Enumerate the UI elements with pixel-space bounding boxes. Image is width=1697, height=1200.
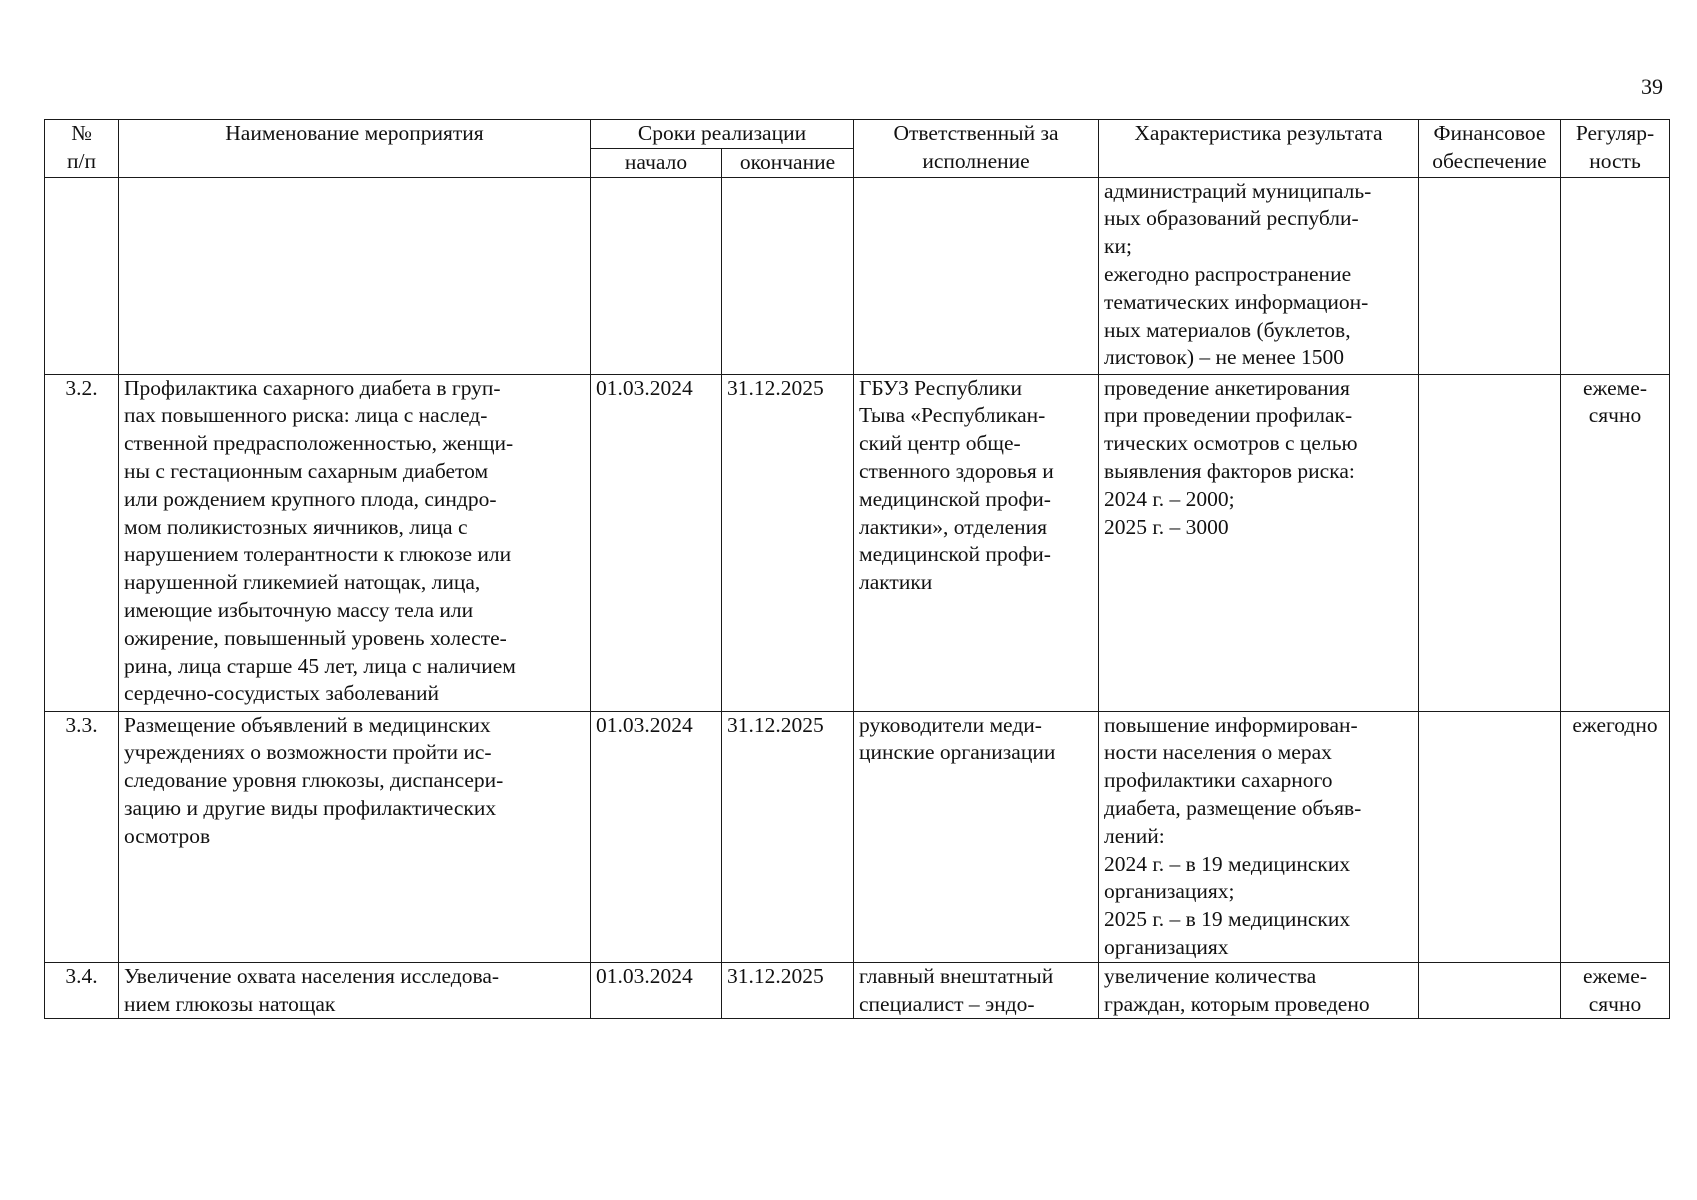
table-row bbox=[45, 711, 1670, 962]
header-period: Сроки реализации bbox=[591, 120, 854, 149]
header-finance: Финансовое обеспечение bbox=[1419, 120, 1561, 178]
table-row bbox=[45, 177, 1670, 374]
header-name: Наименование мероприятия bbox=[119, 120, 591, 178]
page-number: 39 bbox=[1641, 74, 1663, 99]
cell-name: Размещение объявлений в медицинских учреждениях о возможности пройти ис- следование уровня глюкозы, диспансери- зацию и другие виды профилактических осмотров bbox=[119, 711, 591, 962]
cell-name: Увеличение охвата населения исследова- нием глюкозы натощак bbox=[119, 962, 591, 1019]
cell-start: 01.03.2024 bbox=[591, 374, 722, 711]
cell-result: проведение анкетирования при проведении профилак- тических осмотров с целью выявления факторов риска: 2024 г. – 2000; 2025 г. – 3000 bbox=[1099, 374, 1419, 711]
cell-name: Профилактика сахарного диабета в груп- пах повышенного риска: лица с наслед- ственной предрасположенностью, женщи- ны с гестационным сахарным диабетом или рождением крупного плода, синдро- мом поликистозных яичников, лица с нарушением толерантности к глюкозе или нарушенной гликемией натощак, лица, имеющие избыточную массу тела или ожирение, повышенный уровень холесте- рина, лица старше 45 лет, лица с наличием сердечно-сосудистых заболеваний bbox=[119, 374, 591, 711]
cell-name bbox=[119, 177, 591, 374]
cell-result: повышение информирован- ности населения о мерах профилактики сахарного диабета, размещение объяв- лений: 2024 г. – в 19 медицинских организациях; 2025 г. – в 19 медицинских организациях bbox=[1099, 711, 1419, 962]
action-plan-table bbox=[44, 119, 1670, 1019]
cell-num bbox=[45, 177, 119, 374]
cell-end: 31.12.2025 bbox=[722, 374, 854, 711]
cell-start: 01.03.2024 bbox=[591, 962, 722, 1019]
header-responsible: Ответственный за исполнение bbox=[854, 120, 1099, 178]
header-end: окончание bbox=[722, 148, 854, 177]
cell-responsible: ГБУЗ Республики Тыва «Республикан- ский центр обще- ственного здоровья и медицинской профи- лактики», отделения медицинской профи- лактики bbox=[854, 374, 1099, 711]
header-start: начало bbox=[591, 148, 722, 177]
cell-start bbox=[591, 177, 722, 374]
table-row bbox=[45, 962, 1670, 1019]
table-row bbox=[45, 374, 1670, 711]
cell-responsible: руководители меди- цинские организации bbox=[854, 711, 1099, 962]
cell-num: 3.4. bbox=[45, 962, 119, 1019]
cell-responsible: главный внештатный специалист – эндо- bbox=[854, 962, 1099, 1019]
cell-end: 31.12.2025 bbox=[722, 962, 854, 1019]
cell-end: 31.12.2025 bbox=[722, 711, 854, 962]
header-regularity: Регуляр- ность bbox=[1561, 120, 1670, 178]
cell-result: увеличение количества граждан, которым проведено bbox=[1099, 962, 1419, 1019]
cell-responsible bbox=[854, 177, 1099, 374]
cell-finance bbox=[1419, 711, 1561, 962]
cell-regularity bbox=[1561, 177, 1670, 374]
cell-result: администраций муниципаль- ных образований республи- ки; ежегодно распространение тематических информацион- ных материалов (буклетов, листовок) – не менее 1500 bbox=[1099, 177, 1419, 374]
cell-num: 3.3. bbox=[45, 711, 119, 962]
table-header-row bbox=[45, 120, 1670, 149]
cell-num: 3.2. bbox=[45, 374, 119, 711]
cell-regularity: ежеме- сячно bbox=[1561, 374, 1670, 711]
cell-regularity: ежеме- сячно bbox=[1561, 962, 1670, 1019]
cell-finance bbox=[1419, 962, 1561, 1019]
cell-regularity: ежегодно bbox=[1561, 711, 1670, 962]
header-num: № п/п bbox=[45, 120, 119, 178]
cell-start: 01.03.2024 bbox=[591, 711, 722, 962]
header-result: Характеристика результата bbox=[1099, 120, 1419, 178]
cell-finance bbox=[1419, 177, 1561, 374]
cell-finance bbox=[1419, 374, 1561, 711]
cell-end bbox=[722, 177, 854, 374]
